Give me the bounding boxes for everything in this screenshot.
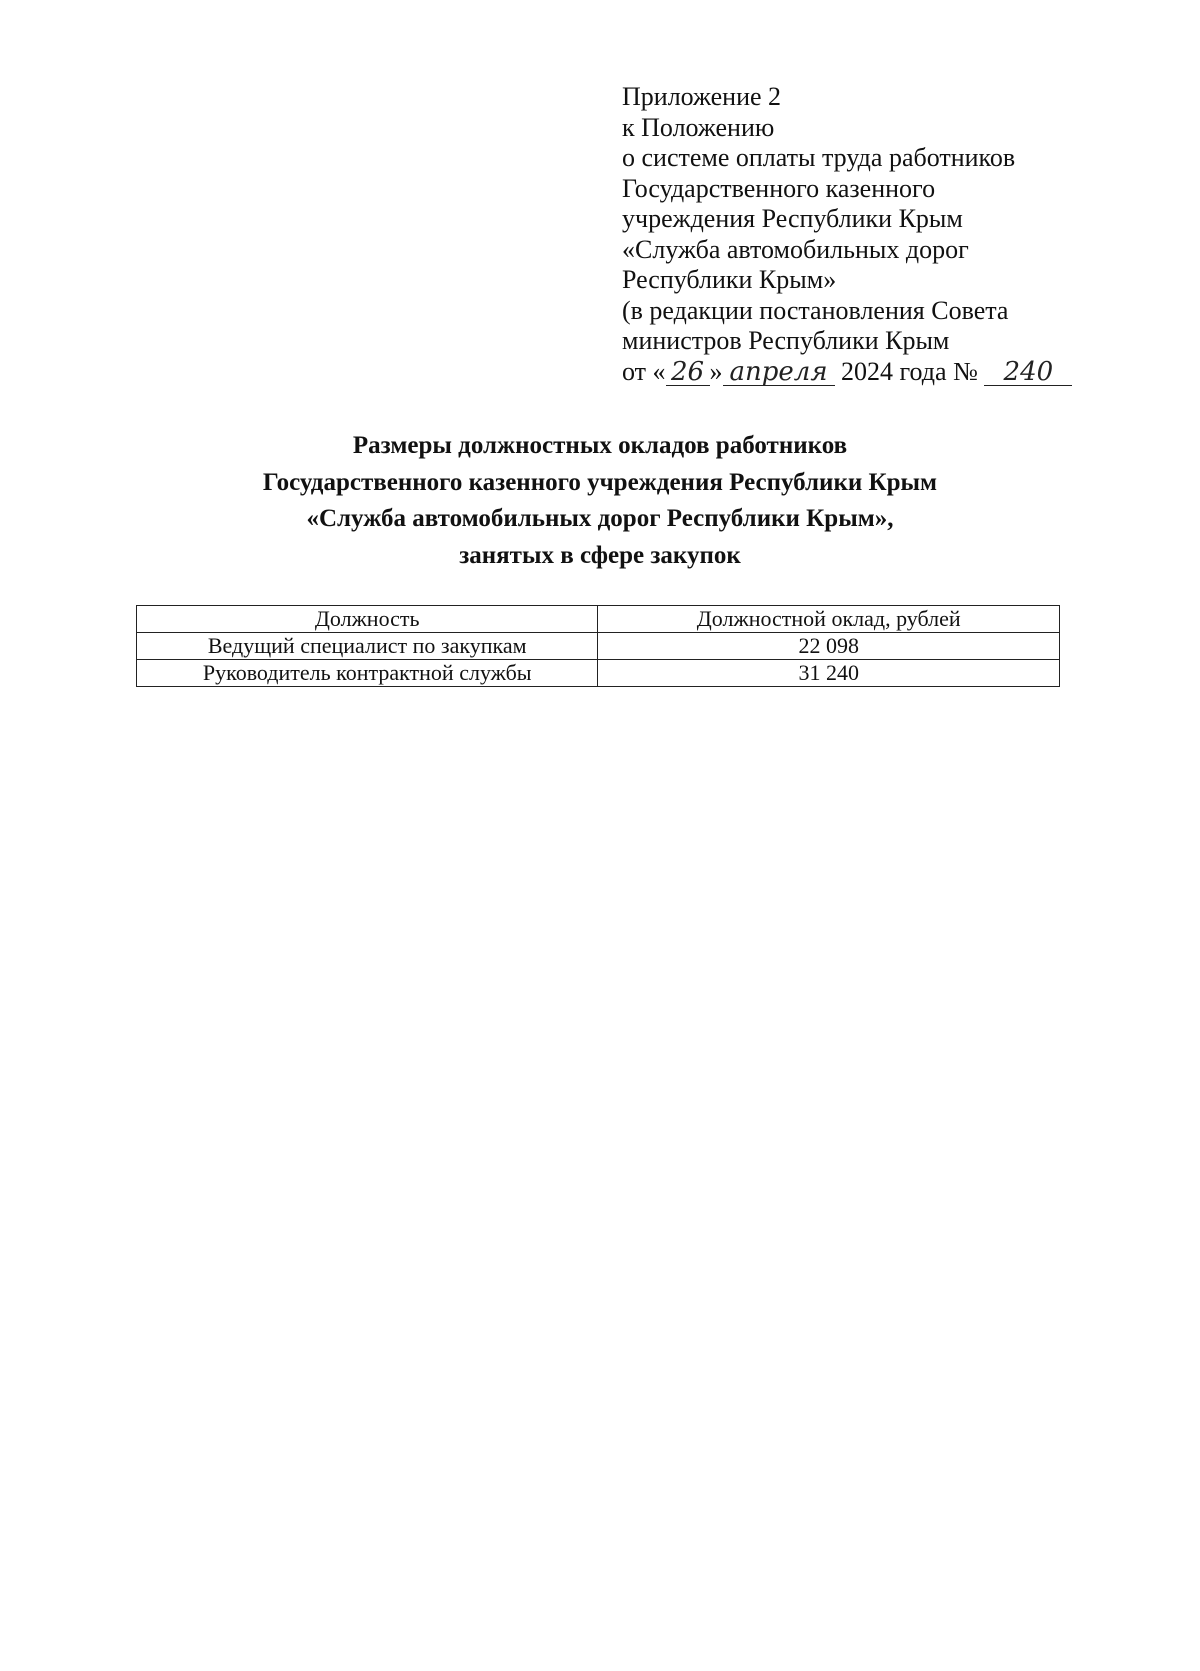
annex-line: учреждения Республики Крым: [622, 204, 963, 233]
date-year-text: 2024 года №: [834, 356, 985, 386]
cell-position: Руководитель контрактной службы: [137, 660, 598, 687]
annex-line: Государственного казенного: [622, 173, 936, 203]
header-salary: Должностной оклад, рублей: [598, 606, 1060, 633]
cell-position: Ведущий специалист по закупкам: [137, 633, 598, 660]
annex-date-line: [622, 357, 1092, 388]
annex-line: (в редакции постановления Совета: [622, 295, 1009, 325]
table-header-row: [137, 606, 1060, 633]
date-prefix: от «: [622, 356, 666, 386]
table-row: [137, 660, 1060, 687]
annex-line: Приложение 2: [622, 82, 782, 111]
annex-line: о системе оплаты труда работников: [622, 143, 1016, 172]
annex-line: к Положению: [622, 112, 775, 142]
date-quote-close: »: [709, 356, 723, 386]
cell-salary: 22 098: [598, 633, 1060, 660]
document-title: [0, 428, 1200, 574]
salary-table: [136, 605, 1060, 687]
annex-line: министров Республики Крым: [622, 326, 950, 355]
title-line: «Служба автомобильных дорог Республики Крым»,: [306, 505, 894, 532]
header-position: Должность: [137, 606, 598, 633]
annex-line: Республики Крым»: [622, 265, 837, 294]
title-line: Размеры должностных окладов работников: [352, 432, 848, 459]
handwritten-number: 240: [984, 359, 1072, 386]
table-row: [137, 633, 1060, 660]
cell-salary: 31 240: [598, 660, 1060, 687]
title-line: Государственного казенного учреждения Республики Крым: [262, 468, 938, 496]
annex-header: [622, 82, 1092, 387]
annex-line: «Служба автомобильных дорог: [622, 234, 969, 264]
handwritten-day: 26: [666, 359, 710, 386]
handwritten-month: апреля: [723, 359, 835, 386]
title-line: занятых в сфере закупок: [459, 541, 741, 569]
